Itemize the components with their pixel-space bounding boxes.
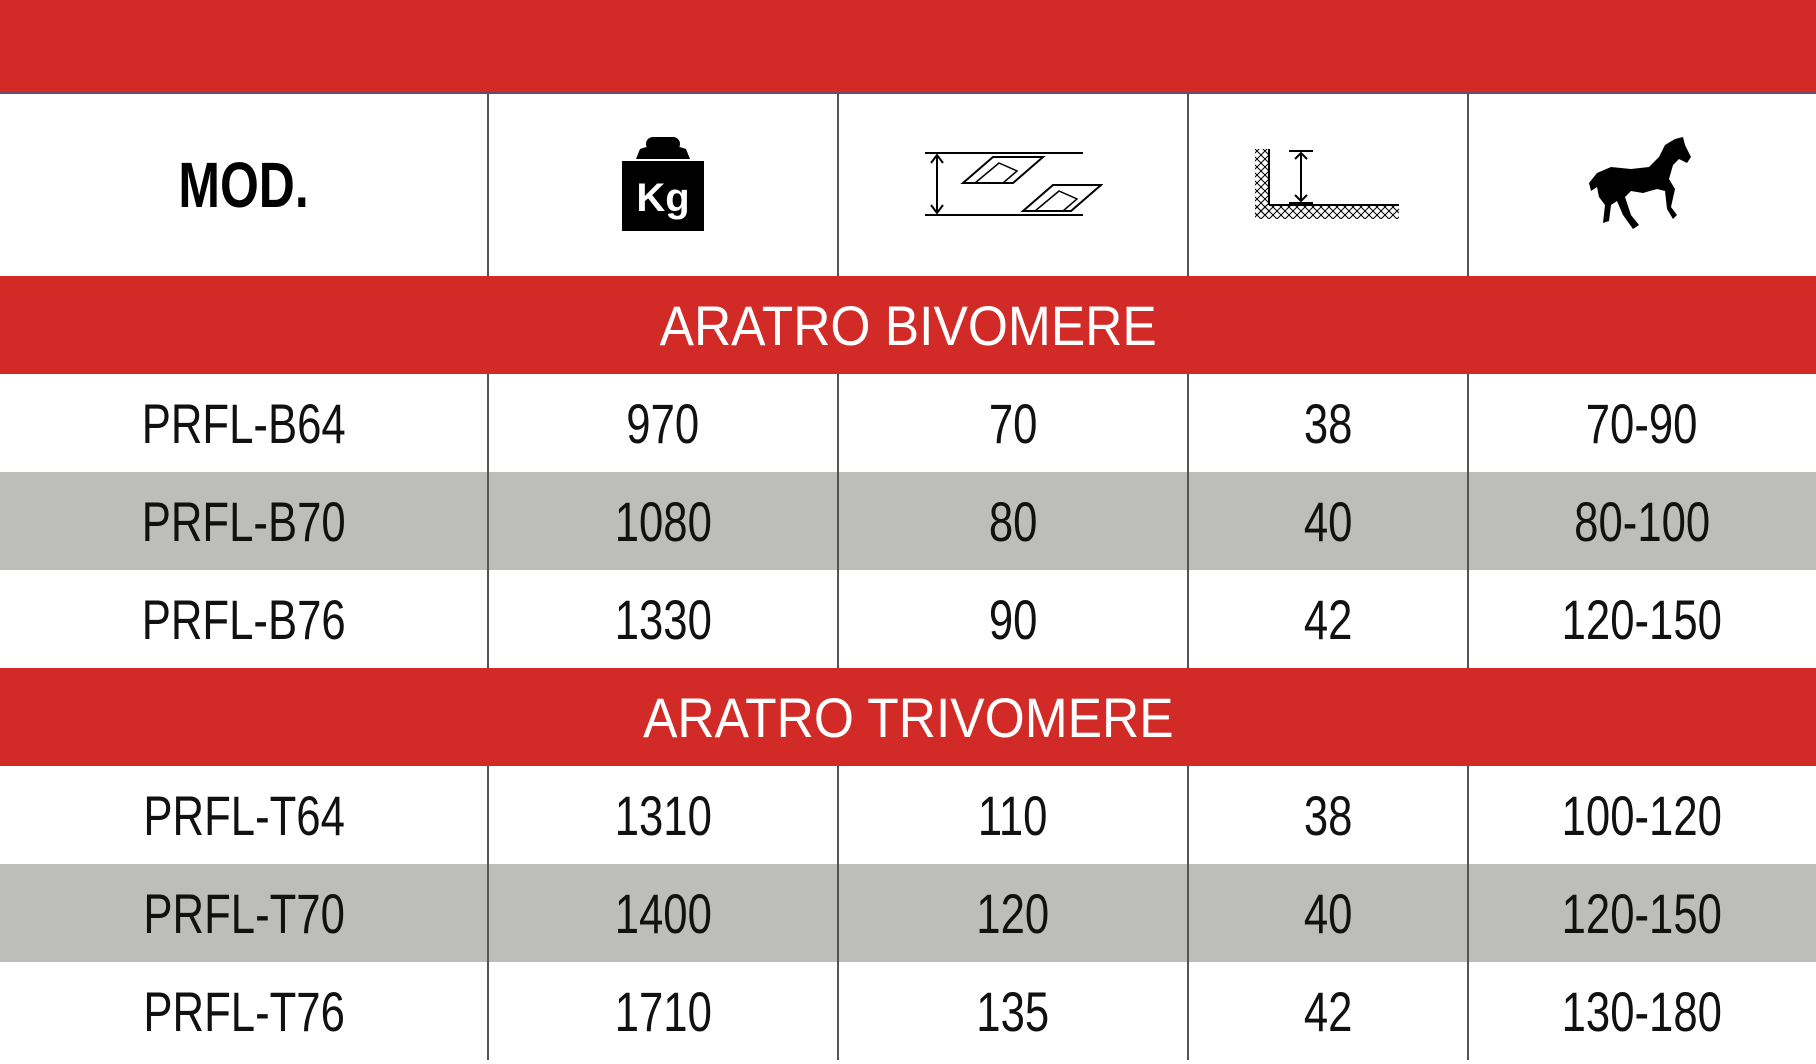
model-cell: PRFL-T70 xyxy=(143,881,345,945)
weight-cell: 1330 xyxy=(614,587,712,651)
depth-cell: 38 xyxy=(1303,391,1353,455)
table-row xyxy=(0,374,1816,472)
width-cell: 120 xyxy=(976,881,1050,945)
section-header-trivomere xyxy=(0,668,1816,766)
hp-cell: 120-150 xyxy=(1561,587,1723,651)
column-divider xyxy=(1467,94,1469,276)
width-cell: 90 xyxy=(988,587,1038,651)
working-width-icon xyxy=(923,149,1103,221)
width-cell: 135 xyxy=(976,979,1050,1043)
column-divider xyxy=(837,472,839,570)
column-divider xyxy=(487,472,489,570)
column-divider xyxy=(487,374,489,472)
depth-cell: 40 xyxy=(1303,489,1353,553)
table-row xyxy=(0,472,1816,570)
column-divider xyxy=(837,570,839,668)
weight-kg-icon xyxy=(618,135,708,235)
depth-cell: 38 xyxy=(1303,783,1353,847)
column-divider xyxy=(837,864,839,962)
width-cell: 110 xyxy=(978,783,1048,847)
section-title: ARATRO BIVOMERE xyxy=(659,293,1157,357)
column-divider xyxy=(837,766,839,864)
hp-cell: 120-150 xyxy=(1561,881,1723,945)
model-cell: PRFL-T64 xyxy=(143,783,345,847)
column-divider xyxy=(1187,962,1189,1060)
model-cell: PRFL-T76 xyxy=(143,979,345,1043)
column-divider xyxy=(487,766,489,864)
column-divider xyxy=(1187,374,1189,472)
width-cell: 80 xyxy=(988,489,1038,553)
depth-cell: 40 xyxy=(1303,881,1353,945)
top-red-band xyxy=(0,0,1816,92)
table-row xyxy=(0,962,1816,1060)
table-row xyxy=(0,570,1816,668)
depth-column-header xyxy=(1188,94,1468,276)
model-column-header xyxy=(0,94,488,276)
hp-cell: 70-90 xyxy=(1586,391,1698,455)
working-depth-icon xyxy=(1253,147,1403,223)
column-divider xyxy=(1187,570,1189,668)
model-cell: PRFL-B64 xyxy=(142,391,346,455)
weight-cell: 1400 xyxy=(614,881,712,945)
hp-cell: 100-120 xyxy=(1561,783,1723,847)
column-divider xyxy=(1467,962,1469,1060)
weight-cell: 1710 xyxy=(614,979,712,1043)
hp-cell: 80-100 xyxy=(1573,489,1711,553)
column-divider xyxy=(487,962,489,1060)
hp-column-header xyxy=(1468,94,1816,276)
column-divider xyxy=(487,94,489,276)
model-header-label: MOD. xyxy=(178,149,310,221)
weight-cell: 970 xyxy=(626,391,700,455)
depth-cell: 42 xyxy=(1303,979,1353,1043)
column-divider xyxy=(487,570,489,668)
table-row xyxy=(0,864,1816,962)
weight-cell: 1080 xyxy=(614,489,712,553)
column-divider xyxy=(1467,472,1469,570)
column-divider xyxy=(1187,94,1189,276)
table-header-row xyxy=(0,94,1816,276)
weight-column-header xyxy=(488,94,838,276)
width-cell: 70 xyxy=(988,391,1038,455)
depth-cell: 42 xyxy=(1303,587,1353,651)
weight-cell: 1310 xyxy=(614,783,712,847)
column-divider xyxy=(487,864,489,962)
table-row xyxy=(0,766,1816,864)
column-divider xyxy=(1467,374,1469,472)
column-divider xyxy=(1467,864,1469,962)
column-divider xyxy=(1187,766,1189,864)
width-column-header xyxy=(838,94,1188,276)
column-divider xyxy=(1467,766,1469,864)
column-divider xyxy=(1467,570,1469,668)
model-cell: PRFL-B70 xyxy=(142,489,346,553)
horsepower-horse-icon xyxy=(1587,135,1697,235)
column-divider xyxy=(837,374,839,472)
weight-icon-text: Kg xyxy=(636,176,690,220)
column-divider xyxy=(1187,864,1189,962)
model-cell: PRFL-B76 xyxy=(142,587,346,651)
column-divider xyxy=(837,962,839,1060)
column-divider xyxy=(837,94,839,276)
column-divider xyxy=(1187,472,1189,570)
hp-cell: 130-180 xyxy=(1561,979,1723,1043)
section-header-bivomere xyxy=(0,276,1816,374)
section-title: ARATRO TRIVOMERE xyxy=(642,685,1174,749)
